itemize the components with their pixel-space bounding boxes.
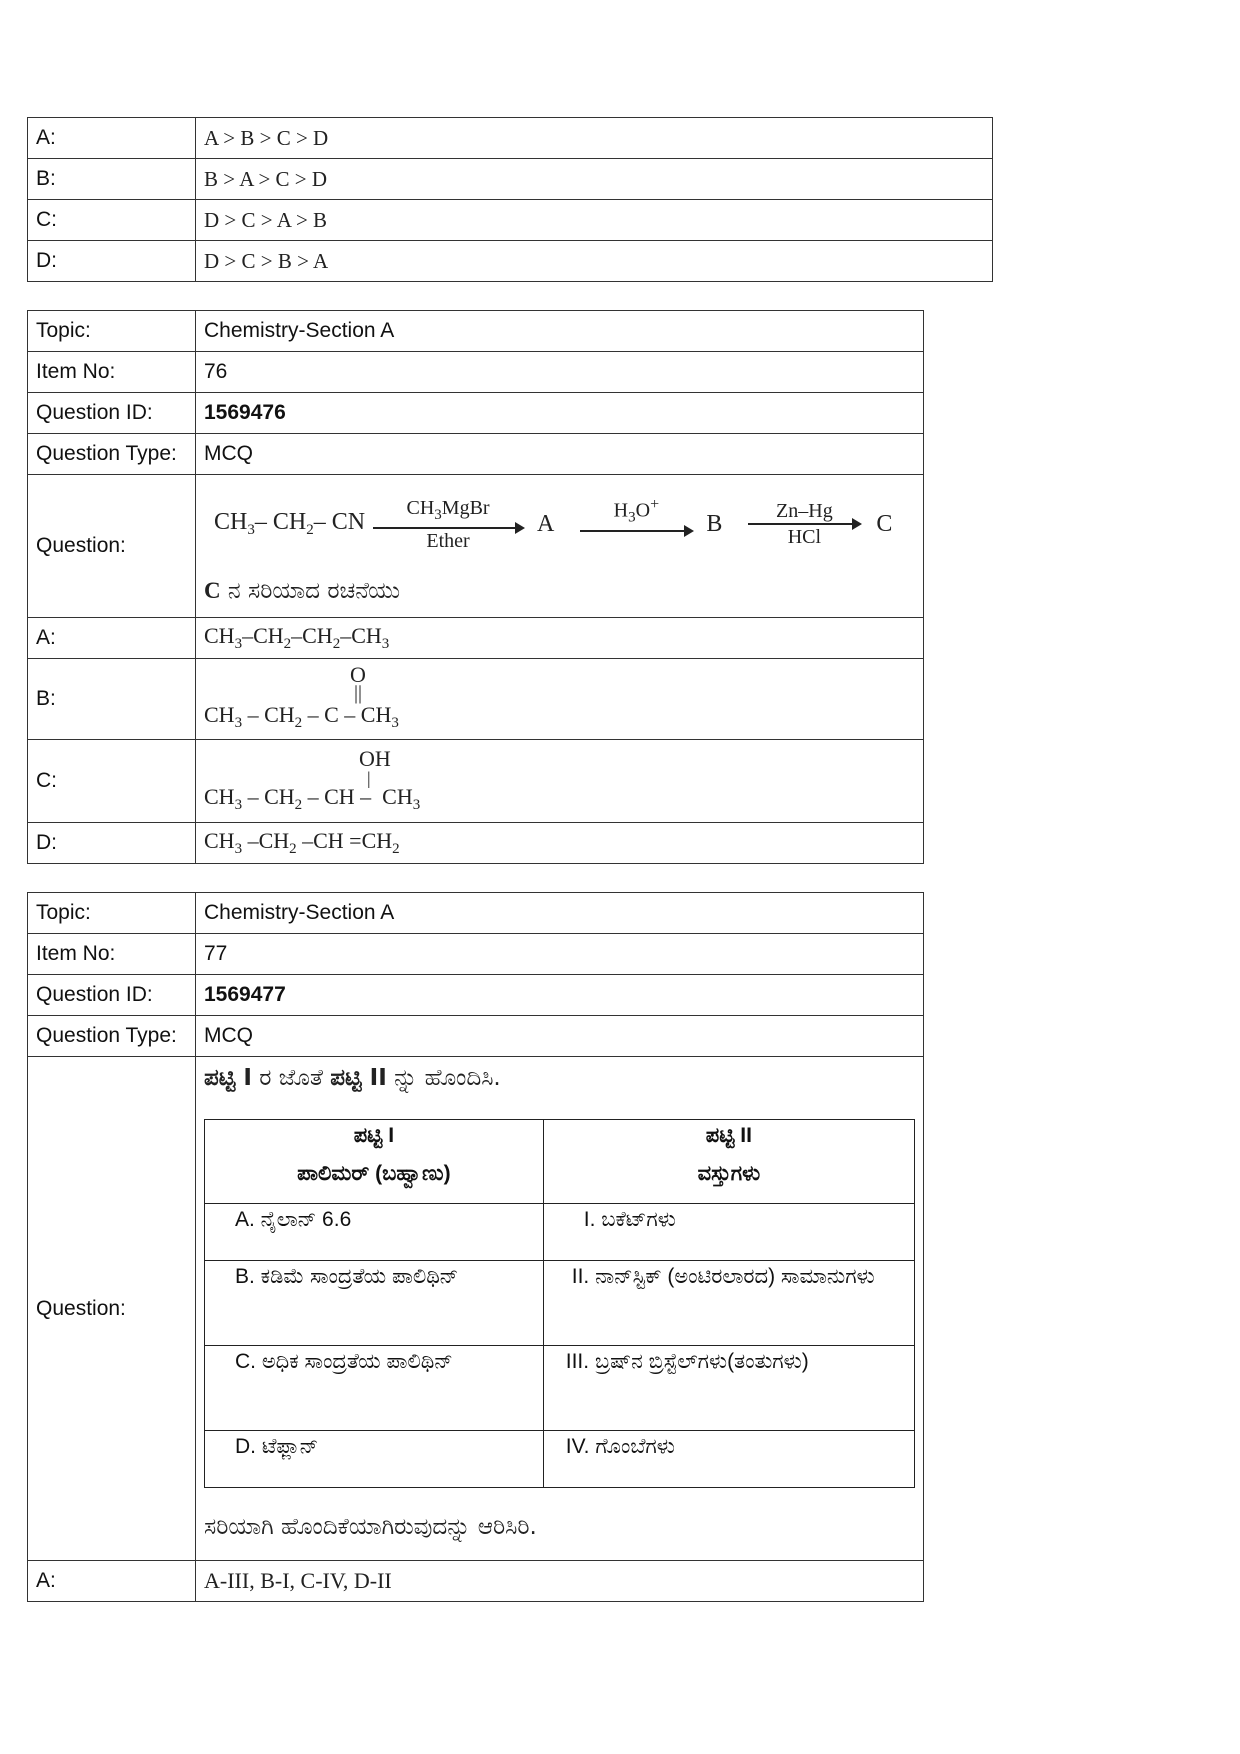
question-type-label: Question Type: [28,1016,196,1057]
list-2-item: IV. ಗೊಂಬೆಗಳು [543,1431,914,1488]
topic-row [28,311,924,352]
question-id-label: Question ID: [28,393,196,434]
question-prompt [204,578,915,604]
question-body [196,475,924,618]
question-id-value: 1569476 [196,393,924,434]
list-2-item: I. ಬಕೆಟ್‌ಗಳು [543,1204,914,1261]
condition-1: Ether [426,529,470,552]
product-a: A [537,510,555,537]
oxygen-atom: O [350,662,366,687]
question-type-value: MCQ [196,434,924,475]
prompt-bold: C [204,577,221,603]
item-no-row [28,934,924,975]
option-c-structure [204,742,915,820]
reaction-arrow-1 [373,496,523,553]
option-label: A: [28,118,196,159]
list-1-item: C. ಅಧಿಕ ಸಾಂದ್ರತೆಯ ಪಾಲಿಥಿನ್ [205,1346,544,1431]
question-type-row [28,434,924,475]
item-no-label: Item No: [28,934,196,975]
main-chain: $CH_3 - CH_2$ – CH – $CH_3$ [204,784,421,813]
list-1-item: B. ಕಡಿಮೆ ಸಾಂದ್ರತೆಯ ಪಾಲಿಥಿನ್ [205,1261,544,1346]
topic-label: Topic: [28,311,196,352]
item-no-row [28,352,924,393]
match-header-row [205,1120,915,1204]
list-1-subtitle: ಪಾಲಿಮರ್ (ಬಹ್ವಾಣು) [297,1162,451,1185]
option-label: D: [28,241,196,282]
list-1-header [205,1120,544,1204]
reagent-2: $H_3O^+$ [613,496,660,526]
option-text: D > C > A > B [196,200,993,241]
list-2-title: ಪಟ್ಟಿ II [705,1124,752,1147]
closing-instruction: ಸರಿಯಾಗಿ ಹೊಂದಿಕೆಯಾಗಿರುವುದನ್ನು ಆರಿಸಿರಿ. [204,1514,537,1540]
hydroxyl-group: OH [359,746,391,771]
option-row-a [28,618,924,659]
instruction-text: ನ್ನು ಹೊಂದಿಸಿ. [386,1065,501,1091]
option-label: C: [28,200,196,241]
option-text: A > B > C > D [196,118,993,159]
option-label: B: [28,659,196,740]
reagent-1: $CH_3MgBr$ [406,496,490,523]
option-row-a [28,118,993,159]
reagent-3: Zn–Hg [776,500,833,523]
question-label: Question: [28,475,196,618]
reactant: $CH_3-$ $CH_2-$ CN [214,509,366,539]
option-text: D > C > B > A [196,241,993,282]
product-b: B [706,510,723,537]
reaction-arrow-2 [580,493,692,556]
option-label: A: [28,1561,196,1602]
double-bond: || [354,682,363,704]
q77-table [27,892,924,1602]
question-id-row [28,975,924,1016]
q76-table [27,310,924,864]
item-no-value: 76 [196,352,924,393]
question-id-row [28,393,924,434]
reaction-arrow-3 [748,499,860,549]
option-label: B: [28,159,196,200]
list-1-item: A. ನೈಲಾನ್ 6.6 [205,1204,544,1261]
match-table [204,1119,915,1488]
instruction-text: ರ ಜೊತೆ [251,1065,331,1091]
question-id-label: Question ID: [28,975,196,1016]
question-type-value: MCQ [196,1016,924,1057]
topic-value: Chemistry-Section A [196,311,924,352]
option-row-b [28,659,924,740]
q75-options-table [27,117,993,282]
option-label: D: [28,823,196,864]
option-d-structure: $CH_3$ $-CH_2$ $-CH =CH_2$ [196,823,924,864]
question-row [28,475,924,618]
condition-3: HCl [787,526,822,549]
list-1-ref: ಪಟ್ಟಿ I [204,1065,252,1091]
question-label: Question: [28,1057,196,1561]
option-a-structure: $CH_3-CH_2-CH_2-CH_3$ [196,618,924,659]
option-label: A: [28,618,196,659]
option-row-b [28,159,993,200]
match-row [205,1346,915,1431]
option-row-d [28,823,924,864]
list-1-title: ಪಟ್ಟಿ I [353,1124,395,1147]
main-chain: $CH_3 - CH_2$ – C – $CH_3$ [204,702,399,731]
option-b-structure [204,660,915,738]
option-row-d [28,241,993,282]
item-no-value: 77 [196,934,924,975]
prompt-text: ನ ಸರಿಯಾದ ರಚನೆಯು [220,577,401,604]
item-no-label: Item No: [28,352,196,393]
list-2-ref: ಪಟ್ಟಿ II [330,1065,387,1091]
option-text: A-III, B-I, C-IV, D-II [196,1561,924,1602]
option-text: B > A > C > D [196,159,993,200]
option-label: C: [28,740,196,823]
topic-row [28,893,924,934]
topic-label: Topic: [28,893,196,934]
product-c: C [876,510,893,537]
match-row [205,1431,915,1488]
question-row [28,1057,924,1561]
list-1-item: D. ಟೆಫ್ಲಾನ್ [205,1431,544,1488]
option-b-cell [196,659,924,740]
option-row-c [28,200,993,241]
option-c-cell [196,740,924,823]
list-2-header [543,1120,914,1204]
question-body [196,1057,924,1561]
single-bond: | [367,768,371,788]
match-instruction [204,1065,915,1091]
reaction-scheme [214,493,915,556]
match-row [205,1204,915,1261]
question-type-label: Question Type: [28,434,196,475]
option-row-a [28,1561,924,1602]
list-2-item: III. ಬ್ರಷ್‌ನ ಬ್ರಿಸ್ಟೆಲ್‌ಗಳು(ತಂತುಗಳು) [543,1346,914,1431]
topic-value: Chemistry-Section A [196,893,924,934]
question-id-value: 1569477 [196,975,924,1016]
option-row-c [28,740,924,823]
match-row [205,1261,915,1346]
question-type-row [28,1016,924,1057]
list-2-subtitle: ವಸ್ತುಗಳು [697,1162,761,1185]
list-2-item: II. ನಾನ್‌ಸ್ಟಿಕ್ (ಅಂಟಿರಲಾರದ) ಸಾಮಾನುಗಳು [543,1261,914,1346]
